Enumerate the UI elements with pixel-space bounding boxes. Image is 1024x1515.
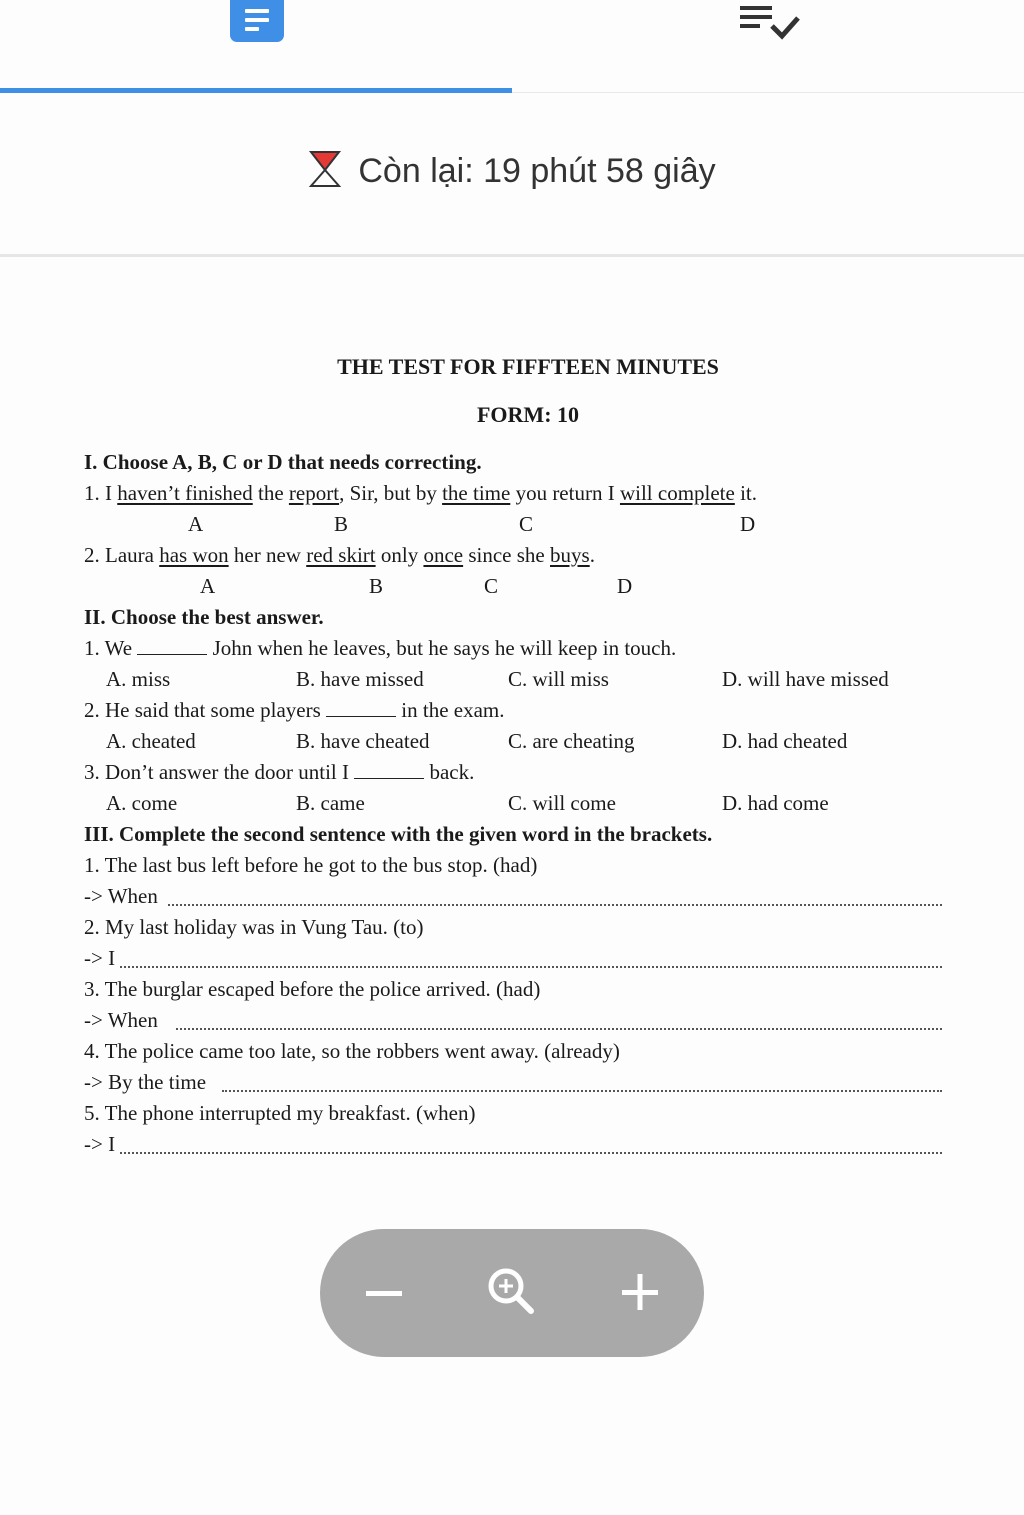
section2-heading: II. Choose the best answer. — [84, 605, 324, 629]
tab-divider — [512, 92, 1024, 93]
s3-question-4: 4. The police came too late, so the robbers went away. (already) — [84, 1039, 620, 1063]
answer-line-5[interactable] — [120, 1152, 942, 1154]
plus-icon — [590, 1229, 690, 1357]
s1-question-2: 2. Laura has won her new red skirt only once since she buys. — [84, 543, 595, 567]
minus-icon — [334, 1229, 434, 1357]
s2-question-2: 2. He said that some players in the exam. — [84, 698, 505, 722]
test-form: FORM: 10 — [476, 402, 580, 427]
zoom-in-icon — [462, 1229, 562, 1357]
timer-divider — [0, 254, 1024, 257]
s2-question-1: 1. We John when he leaves, but he says he will keep in touch. — [84, 636, 677, 660]
zoom-in-button[interactable] — [590, 1229, 690, 1357]
s3-prompt-4: -> By the time — [84, 1070, 207, 1094]
s2-q1-option-d: D. will have missed — [722, 667, 889, 691]
s3-question-1: 1. The last bus left before he got to the bus stop. (had) — [84, 853, 538, 877]
s1-q2-letter-c: C — [484, 574, 499, 598]
answer-line-4[interactable] — [222, 1090, 942, 1092]
section3-heading: III. Complete the second sentence with the given word in the brackets. — [84, 822, 713, 846]
s2-question-3: 3. Don’t answer the door until I back. — [84, 760, 475, 784]
zoom-reset-button[interactable] — [462, 1229, 562, 1357]
s3-prompt-1: -> When — [84, 884, 158, 908]
s1-q2-letter-d: D — [617, 574, 633, 598]
section1-heading: I. Choose A, B, C or D that needs correcting. — [84, 450, 482, 474]
s2-q2-option-a: A. cheated — [106, 729, 196, 753]
zoom-controls — [320, 1229, 704, 1357]
s2-q1-option-b: B. have missed — [296, 667, 424, 691]
s2-q3-option-b: B. came — [296, 791, 365, 815]
checklist-icon[interactable] — [738, 2, 802, 42]
countdown-timer — [0, 150, 1024, 191]
s1-question-1: 1. I haven’t finished the report, Sir, but by the time you return I will complete it. — [84, 481, 758, 505]
s2-q3-option-c: C. will come — [508, 791, 616, 815]
s2-q3-option-d: D. had come — [722, 791, 829, 815]
s1-q2-letter-a: A — [200, 574, 216, 598]
s2-q2-option-c: C. are cheating — [508, 729, 635, 753]
s3-prompt-5: -> I — [84, 1132, 116, 1156]
s2-q1-option-a: A. miss — [106, 667, 171, 691]
s2-q2-option-b: B. have cheated — [296, 729, 430, 753]
test-title: THE TEST FOR FIFFTEEN MINUTES — [337, 354, 719, 379]
s2-q3-option-a: A. come — [106, 791, 178, 815]
s3-question-3: 3. The burglar escaped before the police arrived. (had) — [84, 977, 541, 1001]
s1-q1-letter-c: C — [519, 512, 534, 536]
s2-q2-option-d: D. had cheated — [722, 729, 848, 753]
answer-line-1[interactable] — [168, 904, 942, 906]
s1-q1-letter-b: B — [334, 512, 349, 536]
s3-question-2: 2. My last holiday was in Vung Tau. (to) — [84, 915, 424, 939]
document-tab-icon[interactable] — [230, 0, 284, 42]
answer-line-2[interactable] — [120, 966, 942, 968]
s2-q1-option-c: C. will miss — [508, 667, 609, 691]
s3-prompt-3: -> When — [84, 1008, 158, 1032]
timer-text: Còn lại: 19 phút 58 giây — [358, 152, 716, 190]
s1-q2-letter-b: B — [369, 574, 384, 598]
s3-question-5: 5. The phone interrupted my breakfast. (when) — [84, 1101, 476, 1125]
tab-bar — [0, 0, 1024, 96]
zoom-out-button[interactable] — [334, 1229, 434, 1357]
s1-q1-letter-d: D — [740, 512, 756, 536]
s1-q1-letter-a: A — [188, 512, 204, 536]
answer-line-3[interactable] — [176, 1028, 942, 1030]
active-tab-indicator — [0, 88, 512, 93]
s3-prompt-2: -> I — [84, 946, 116, 970]
hourglass-icon — [308, 150, 342, 188]
